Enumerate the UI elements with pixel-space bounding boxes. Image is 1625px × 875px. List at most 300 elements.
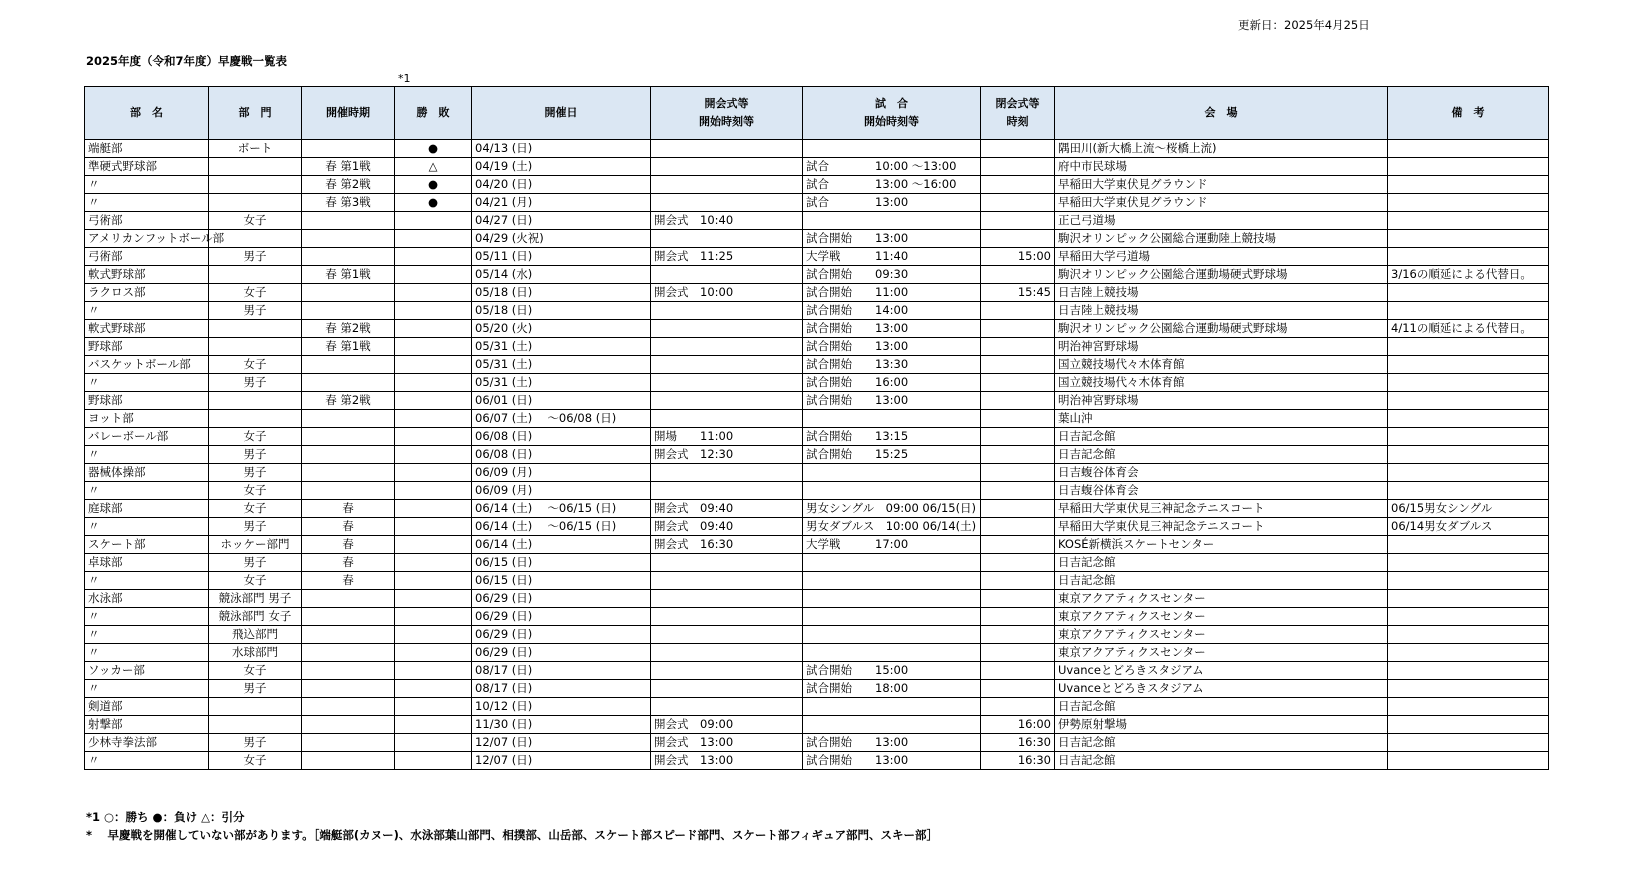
col-header-closing	[981, 87, 1055, 140]
period-cell	[302, 446, 395, 464]
period-cell: 春 第2戦	[302, 176, 395, 194]
venue-cell: 日吉記念館	[1055, 554, 1388, 572]
remarks-cell: 06/15男女シングル	[1388, 500, 1549, 518]
date-cell: 06/15 (日)	[472, 554, 651, 572]
venue-cell: 早稲田大学弓道場	[1055, 248, 1388, 266]
col-header-ceremony	[651, 87, 803, 140]
date-cell: 06/29 (日)	[472, 626, 651, 644]
division-cell: 女子	[209, 662, 302, 680]
table-row	[85, 608, 1549, 626]
result-cell	[395, 446, 472, 464]
closing-cell	[981, 572, 1055, 590]
remarks-cell	[1388, 554, 1549, 572]
match-cell: 試合 13:00 ～16:00	[803, 176, 981, 194]
club-cell: 器械体操部	[85, 464, 209, 482]
result-cell	[395, 302, 472, 320]
venue-cell: 日吉陸上競技場	[1055, 284, 1388, 302]
venue-cell: 隅田川(新大橋上流～桜橋上流)	[1055, 140, 1388, 158]
club-cell: 〃	[85, 446, 209, 464]
ceremony-cell	[651, 230, 803, 248]
division-cell: 男子	[209, 446, 302, 464]
table-row	[85, 266, 1549, 284]
period-cell	[302, 716, 395, 734]
period-cell	[302, 356, 395, 374]
club-cell: 軟式野球部	[85, 266, 209, 284]
club-cell: ラクロス部	[85, 284, 209, 302]
table-row	[85, 356, 1549, 374]
venue-cell: 東京アクアティクスセンター	[1055, 626, 1388, 644]
match-cell	[803, 482, 981, 500]
closing-cell	[981, 536, 1055, 554]
period-cell	[302, 374, 395, 392]
remarks-cell	[1388, 698, 1549, 716]
club-cell: 〃	[85, 680, 209, 698]
ceremony-cell	[651, 176, 803, 194]
club-cell: アメリカンフットボール部	[85, 230, 209, 248]
match-cell: 男女ダブルス 10:00 06/14(土)	[803, 518, 981, 536]
date-cell: 05/18 (日)	[472, 302, 651, 320]
result-cell: ●	[395, 176, 472, 194]
division-cell: 競泳部門 女子	[209, 608, 302, 626]
division-cell	[209, 320, 302, 338]
club-cell: 〃	[85, 194, 209, 212]
venue-cell: 明治神宮野球場	[1055, 392, 1388, 410]
table-row	[85, 248, 1549, 266]
result-cell	[395, 338, 472, 356]
schedule-table	[84, 86, 1549, 770]
result-cell	[395, 356, 472, 374]
date-cell: 06/14 (土) ～06/15 (日)	[472, 500, 651, 518]
date-cell: 12/07 (日)	[472, 734, 651, 752]
result-note-marker: *1	[398, 72, 411, 85]
date-cell: 08/17 (日)	[472, 662, 651, 680]
ceremony-cell	[651, 158, 803, 176]
match-cell	[803, 410, 981, 428]
venue-cell: 日吉蝮谷体育会	[1055, 482, 1388, 500]
ceremony-cell: 開会式 12:30	[651, 446, 803, 464]
table-row	[85, 194, 1549, 212]
division-cell: 男子	[209, 374, 302, 392]
ceremony-cell	[651, 320, 803, 338]
date-cell: 05/14 (水)	[472, 266, 651, 284]
club-cell: 軟式野球部	[85, 320, 209, 338]
closing-cell	[981, 626, 1055, 644]
closing-cell	[981, 374, 1055, 392]
venue-cell: 早稲田大学東伏見グラウンド	[1055, 194, 1388, 212]
match-cell: 試合開始 16:00	[803, 374, 981, 392]
club-cell: バレーボール部	[85, 428, 209, 446]
match-cell: 試合開始 13:00	[803, 734, 981, 752]
closing-cell	[981, 392, 1055, 410]
division-cell: ボート	[209, 140, 302, 158]
result-cell	[395, 572, 472, 590]
updated-date: 更新日：2025年4月25日	[1238, 18, 1370, 32]
period-cell	[302, 680, 395, 698]
division-cell: 女子	[209, 428, 302, 446]
period-cell: 春 第1戦	[302, 338, 395, 356]
closing-cell: 16:00	[981, 716, 1055, 734]
remarks-cell	[1388, 284, 1549, 302]
ceremony-cell	[651, 464, 803, 482]
match-cell	[803, 626, 981, 644]
period-cell	[302, 248, 395, 266]
venue-cell: 東京アクアティクスセンター	[1055, 644, 1388, 662]
venue-cell: 日吉記念館	[1055, 572, 1388, 590]
remarks-cell	[1388, 482, 1549, 500]
closing-cell: 15:00	[981, 248, 1055, 266]
division-cell: 競泳部門 男子	[209, 590, 302, 608]
table-row	[85, 320, 1549, 338]
col-header-date: 開催日	[472, 87, 651, 140]
venue-cell: Uvanceとどろきスタジアム	[1055, 662, 1388, 680]
ceremony-cell	[651, 410, 803, 428]
result-cell	[395, 482, 472, 500]
remarks-cell	[1388, 734, 1549, 752]
table-row	[85, 572, 1549, 590]
remarks-cell	[1388, 302, 1549, 320]
club-cell: 端艇部	[85, 140, 209, 158]
club-cell: 庭球部	[85, 500, 209, 518]
division-cell: 男子	[209, 302, 302, 320]
result-cell: ●	[395, 140, 472, 158]
club-cell: 〃	[85, 626, 209, 644]
date-cell: 05/18 (日)	[472, 284, 651, 302]
remarks-cell	[1388, 356, 1549, 374]
ceremony-cell: 開会式 09:00	[651, 716, 803, 734]
club-cell: 〃	[85, 518, 209, 536]
division-cell	[209, 410, 302, 428]
result-cell	[395, 464, 472, 482]
result-cell	[395, 536, 472, 554]
venue-cell: 駒沢オリンピック公園総合運動場硬式野球場	[1055, 266, 1388, 284]
remarks-cell	[1388, 680, 1549, 698]
match-cell: 試合開始 14:00	[803, 302, 981, 320]
match-cell: 試合開始 13:15	[803, 428, 981, 446]
closing-cell	[981, 608, 1055, 626]
division-cell: 飛込部門	[209, 626, 302, 644]
division-cell: 男子	[209, 464, 302, 482]
table-row	[85, 680, 1549, 698]
result-cell	[395, 266, 472, 284]
ceremony-cell	[651, 392, 803, 410]
club-cell: 野球部	[85, 338, 209, 356]
table-row	[85, 482, 1549, 500]
division-cell: 男子	[209, 734, 302, 752]
table-row	[85, 662, 1549, 680]
match-cell: 試合開始 15:25	[803, 446, 981, 464]
date-cell: 12/07 (日)	[472, 752, 651, 770]
division-cell	[209, 716, 302, 734]
ceremony-cell	[651, 572, 803, 590]
table-row	[85, 230, 1549, 248]
venue-cell: 日吉記念館	[1055, 698, 1388, 716]
result-cell	[395, 212, 472, 230]
remarks-cell	[1388, 194, 1549, 212]
match-cell	[803, 464, 981, 482]
period-cell: 春 第2戦	[302, 392, 395, 410]
col-header-period: 開催時期	[302, 87, 395, 140]
date-cell: 06/01 (日)	[472, 392, 651, 410]
division-cell: 女子	[209, 212, 302, 230]
remarks-cell	[1388, 626, 1549, 644]
closing-cell	[981, 644, 1055, 662]
match-cell	[803, 554, 981, 572]
division-cell: 男子	[209, 248, 302, 266]
venue-cell: 早稲田大学東伏見三神記念テニスコート	[1055, 500, 1388, 518]
remarks-cell	[1388, 608, 1549, 626]
period-cell	[302, 212, 395, 230]
date-cell: 06/29 (日)	[472, 608, 651, 626]
ceremony-cell	[651, 266, 803, 284]
closing-cell	[981, 356, 1055, 374]
venue-cell: 府中市民球場	[1055, 158, 1388, 176]
closing-cell	[981, 230, 1055, 248]
result-cell	[395, 752, 472, 770]
period-cell: 春 第2戦	[302, 320, 395, 338]
remarks-cell	[1388, 536, 1549, 554]
ceremony-cell	[651, 608, 803, 626]
venue-cell: 駒沢オリンピック公園総合運動場硬式野球場	[1055, 320, 1388, 338]
period-cell: 春	[302, 518, 395, 536]
closing-cell	[981, 500, 1055, 518]
closing-cell	[981, 446, 1055, 464]
venue-cell: 日吉記念館	[1055, 428, 1388, 446]
closing-cell	[981, 482, 1055, 500]
match-cell	[803, 608, 981, 626]
result-cell	[395, 644, 472, 662]
match-cell: 試合 10:00 ～13:00	[803, 158, 981, 176]
closing-cell	[981, 176, 1055, 194]
col-header-result: 勝 敗	[395, 87, 472, 140]
remarks-cell	[1388, 374, 1549, 392]
table-row	[85, 176, 1549, 194]
period-cell: 春	[302, 500, 395, 518]
club-cell: 準硬式野球部	[85, 158, 209, 176]
date-cell: 04/13 (日)	[472, 140, 651, 158]
club-cell: 〃	[85, 572, 209, 590]
ceremony-cell: 開場 11:00	[651, 428, 803, 446]
col-header-closing-line1: 閉会式等	[995, 97, 1040, 110]
club-cell: 野球部	[85, 392, 209, 410]
closing-cell: 16:30	[981, 752, 1055, 770]
table-row	[85, 338, 1549, 356]
date-cell: 06/15 (日)	[472, 572, 651, 590]
col-header-closing-line2: 時刻	[1006, 115, 1029, 128]
period-cell	[302, 698, 395, 716]
closing-cell	[981, 266, 1055, 284]
remarks-cell	[1388, 176, 1549, 194]
ceremony-cell: 開会式 09:40	[651, 500, 803, 518]
result-cell	[395, 518, 472, 536]
division-cell	[209, 698, 302, 716]
venue-cell: 駒沢オリンピック公園総合運動陸上競技場	[1055, 230, 1388, 248]
date-cell: 06/14 (土) ～06/15 (日)	[472, 518, 651, 536]
date-cell: 04/20 (日)	[472, 176, 651, 194]
match-cell	[803, 716, 981, 734]
remarks-cell	[1388, 248, 1549, 266]
closing-cell	[981, 194, 1055, 212]
closing-cell	[981, 554, 1055, 572]
date-cell: 06/09 (月)	[472, 482, 651, 500]
footnote-not-held: * 早慶戦を開催していない部があります。［端艇部(カヌー)、水泳部葉山部門、相撲部、山岳部、スケート部スピード部門、スケート部フィギュア部門、スキー部］	[86, 828, 938, 842]
match-cell: 試合開始 13:00	[803, 320, 981, 338]
date-cell: 04/21 (月)	[472, 194, 651, 212]
footnotes	[86, 808, 938, 844]
remarks-cell	[1388, 662, 1549, 680]
venue-cell: 東京アクアティクスセンター	[1055, 590, 1388, 608]
date-cell: 05/11 (日)	[472, 248, 651, 266]
ceremony-cell	[651, 194, 803, 212]
division-cell: 女子	[209, 482, 302, 500]
remarks-cell	[1388, 572, 1549, 590]
table-row	[85, 716, 1549, 734]
ceremony-cell: 開会式 10:40	[651, 212, 803, 230]
period-cell	[302, 626, 395, 644]
division-cell: 男子	[209, 680, 302, 698]
match-cell	[803, 644, 981, 662]
match-cell	[803, 572, 981, 590]
club-cell: 〃	[85, 608, 209, 626]
remarks-cell	[1388, 230, 1549, 248]
col-header-venue: 会 場	[1055, 87, 1388, 140]
result-cell	[395, 320, 472, 338]
date-cell: 05/31 (土)	[472, 374, 651, 392]
venue-cell: 東京アクアティクスセンター	[1055, 608, 1388, 626]
club-cell: 〃	[85, 374, 209, 392]
division-cell: 女子	[209, 500, 302, 518]
date-cell: 11/30 (日)	[472, 716, 651, 734]
result-cell	[395, 662, 472, 680]
ceremony-cell	[651, 626, 803, 644]
remarks-cell	[1388, 410, 1549, 428]
closing-cell	[981, 698, 1055, 716]
venue-cell: 伊勢原射撃場	[1055, 716, 1388, 734]
table-row	[85, 302, 1549, 320]
venue-cell: Uvanceとどろきスタジアム	[1055, 680, 1388, 698]
closing-cell	[981, 464, 1055, 482]
match-cell: 男女シングル 09:00 06/15(日)	[803, 500, 981, 518]
remarks-cell	[1388, 464, 1549, 482]
division-cell	[209, 176, 302, 194]
club-cell: スケート部	[85, 536, 209, 554]
result-cell	[395, 734, 472, 752]
result-cell: △	[395, 158, 472, 176]
closing-cell	[981, 212, 1055, 230]
club-cell: 〃	[85, 176, 209, 194]
closing-cell	[981, 158, 1055, 176]
closing-cell	[981, 338, 1055, 356]
closing-cell	[981, 590, 1055, 608]
table-body	[85, 140, 1549, 770]
closing-cell	[981, 680, 1055, 698]
club-cell: 〃	[85, 482, 209, 500]
result-cell	[395, 374, 472, 392]
result-cell	[395, 410, 472, 428]
table-row	[85, 464, 1549, 482]
match-cell	[803, 698, 981, 716]
period-cell	[302, 644, 395, 662]
period-cell	[302, 284, 395, 302]
venue-cell: KOSÉ新横浜スケートセンター	[1055, 536, 1388, 554]
table-row	[85, 752, 1549, 770]
ceremony-cell	[651, 554, 803, 572]
date-cell: 04/27 (日)	[472, 212, 651, 230]
result-cell	[395, 590, 472, 608]
remarks-cell: 4/11の順延による代替日。	[1388, 320, 1549, 338]
result-cell	[395, 284, 472, 302]
match-cell: 試合開始 15:00	[803, 662, 981, 680]
ceremony-cell: 開会式 11:25	[651, 248, 803, 266]
table-row	[85, 428, 1549, 446]
table-row	[85, 644, 1549, 662]
result-cell	[395, 680, 472, 698]
col-header-ceremony-line1: 開会式等	[704, 97, 749, 110]
closing-cell	[981, 140, 1055, 158]
division-cell: 女子	[209, 572, 302, 590]
table-row	[85, 500, 1549, 518]
table-row	[85, 554, 1549, 572]
period-cell	[302, 302, 395, 320]
date-cell: 06/29 (日)	[472, 590, 651, 608]
result-cell	[395, 554, 472, 572]
match-cell: 試合開始 13:00	[803, 230, 981, 248]
date-cell: 04/29 (火祝)	[472, 230, 651, 248]
club-cell: 水泳部	[85, 590, 209, 608]
division-cell: 水球部門	[209, 644, 302, 662]
period-cell	[302, 590, 395, 608]
result-cell	[395, 248, 472, 266]
match-cell: 試合開始 13:30	[803, 356, 981, 374]
ceremony-cell	[651, 338, 803, 356]
table-row	[85, 446, 1549, 464]
col-header-match-line2: 開始時刻等	[864, 115, 919, 128]
remarks-cell	[1388, 212, 1549, 230]
remarks-cell	[1388, 752, 1549, 770]
table-row	[85, 734, 1549, 752]
venue-cell: 早稲田大学東伏見グラウンド	[1055, 176, 1388, 194]
date-cell: 05/20 (火)	[472, 320, 651, 338]
match-cell: 試合開始 13:00	[803, 392, 981, 410]
table-row	[85, 626, 1549, 644]
remarks-cell	[1388, 338, 1549, 356]
match-cell: 試合開始 11:00	[803, 284, 981, 302]
period-cell	[302, 662, 395, 680]
division-cell	[209, 392, 302, 410]
footnote-result-legend: *1 ○：勝ち ●：負け △：引分	[86, 810, 245, 824]
table-row	[85, 284, 1549, 302]
result-cell	[395, 716, 472, 734]
club-cell: ソッカー部	[85, 662, 209, 680]
ceremony-cell	[651, 644, 803, 662]
ceremony-cell: 開会式 13:00	[651, 752, 803, 770]
remarks-cell	[1388, 446, 1549, 464]
venue-cell: 日吉記念館	[1055, 446, 1388, 464]
match-cell	[803, 140, 981, 158]
period-cell	[302, 410, 395, 428]
ceremony-cell	[651, 680, 803, 698]
remarks-cell	[1388, 392, 1549, 410]
closing-cell	[981, 662, 1055, 680]
date-cell: 04/19 (土)	[472, 158, 651, 176]
venue-cell: 正己弓道場	[1055, 212, 1388, 230]
ceremony-cell	[651, 302, 803, 320]
club-cell: 〃	[85, 302, 209, 320]
division-cell	[209, 194, 302, 212]
match-cell: 試合 13:00	[803, 194, 981, 212]
club-cell: 剣道部	[85, 698, 209, 716]
result-cell: ●	[395, 194, 472, 212]
match-cell: 大学戦 11:40	[803, 248, 981, 266]
